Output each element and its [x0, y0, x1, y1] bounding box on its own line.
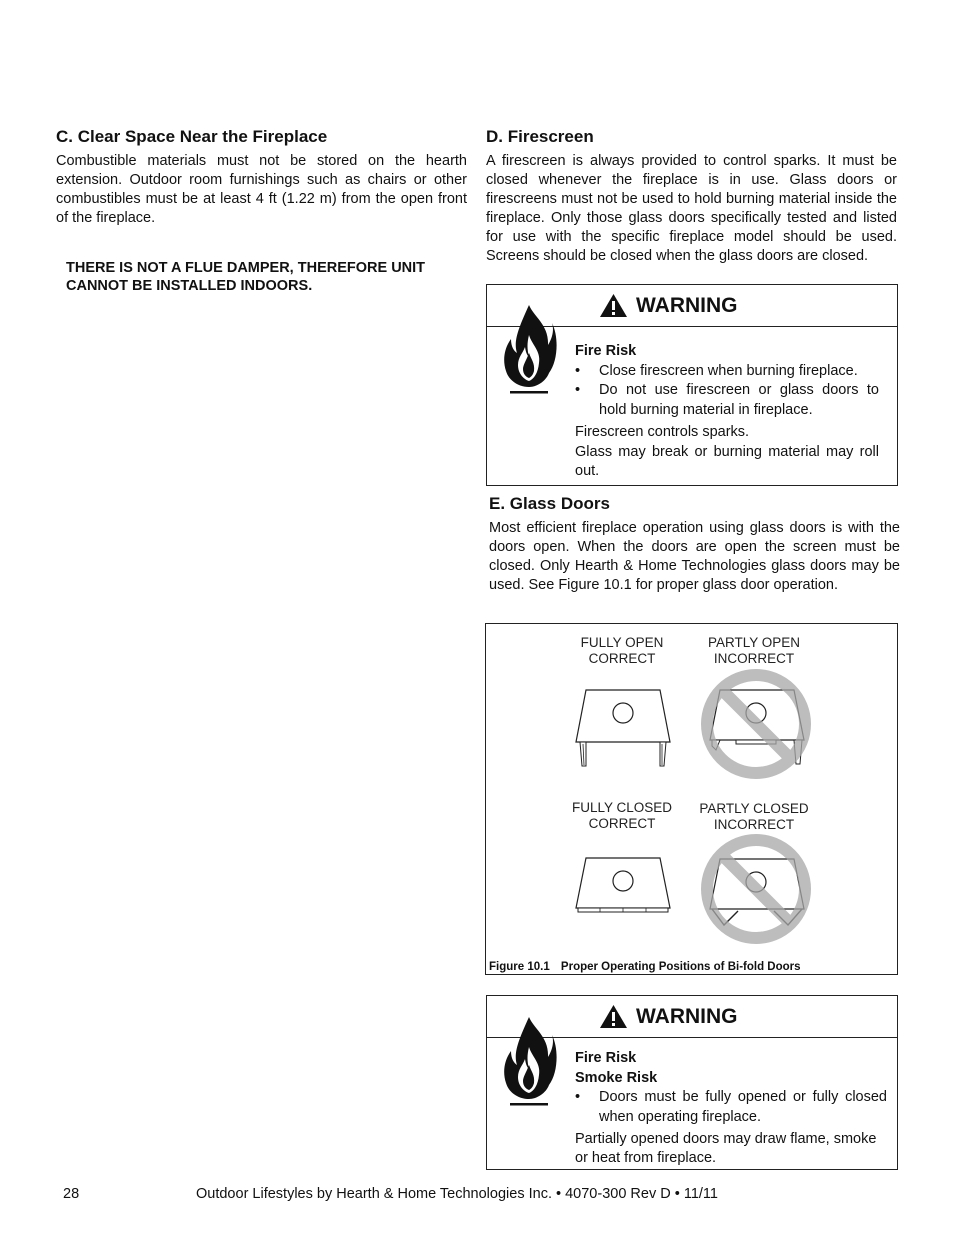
bullet-dot: • [575, 362, 581, 379]
warning-box-smoke-risk [486, 995, 898, 1170]
warning1-body [575, 342, 879, 482]
warning-title: WARNING [636, 293, 738, 317]
section-d-title: D. Firescreen [486, 127, 594, 146]
warning1-bullet [575, 381, 879, 420]
label-line: FULLY OPEN [580, 635, 664, 650]
warning1-heading: Fire Risk [575, 343, 637, 359]
flame-icon [501, 301, 557, 397]
page-number: 28 [63, 1186, 80, 1202]
warning2-heading1: Fire Risk [575, 1050, 637, 1066]
label-line: PARTLY OPEN [707, 635, 801, 650]
warning2-bullet [575, 1088, 887, 1127]
warning2-heading2: Smoke Risk [575, 1070, 658, 1086]
label-fully-open [562, 635, 682, 667]
warning1-bullet-text: Close firescreen when burning fireplace. [599, 362, 858, 379]
fireplace-partly-closed-diagram [698, 831, 814, 947]
label-line: INCORRECT [713, 817, 795, 832]
label-line: INCORRECT [713, 651, 795, 666]
warning2-bullet-text: Doors must be fully opened or fully closed when operating fireplace. [599, 1089, 887, 1125]
fireplace-partly-open-diagram [698, 666, 814, 782]
label-line: PARTLY CLOSED [699, 801, 809, 816]
warning1-bullet-text: Do not use firescreen or glass doors to hold burning material in fireplace. [599, 382, 879, 418]
fireplace-fully-closed-diagram [572, 854, 674, 918]
label-line: FULLY CLOSED [571, 800, 673, 815]
section-d-text: A firescreen is always provided to control sparks. It must be closed whenever the fireplace is in use. Glass doors or firescreens must not be used to hold burning material inside the fireplace. Only those glass doors specifically tested and listed for use with the specific fireplace model should be used. Screens should be closed when the glass doors are closed. [486, 153, 897, 264]
warning-title: WARNING [636, 1004, 738, 1028]
bullet-dot: • [575, 1089, 581, 1105]
section-c-title: C. Clear Space Near the Fireplace [56, 127, 328, 146]
warning-box-fire-risk [486, 284, 898, 486]
warning2-note: Partially opened doors may draw flame, smoke or heat from fireplace. [575, 1131, 877, 1166]
bullet-dot: • [575, 382, 581, 398]
figure-caption [489, 961, 801, 973]
footer-text: Outdoor Lifestyles by Hearth & Home Technologies Inc. • 4070-300 Rev D • 11/11 [196, 1186, 718, 1202]
figure-bifold-doors [485, 623, 898, 975]
warning2-body [575, 1048, 887, 1167]
label-line: CORRECT [588, 651, 656, 666]
warning1-note2: Glass may break or burning material may roll out. [575, 443, 879, 479]
warning-triangle-icon [599, 293, 628, 318]
label-partly-closed [689, 801, 819, 833]
label-fully-closed [562, 800, 682, 832]
warning1-bullet [575, 362, 879, 382]
label-line: CORRECT [588, 816, 656, 831]
figure-caption-text: Proper Operating Positions of Bi-fold Doors [560, 961, 801, 973]
figure-caption-number: Figure 10.1 [489, 961, 550, 973]
label-partly-open [694, 635, 814, 667]
section-c-text: Combustible materials must not be stored on the hearth extension. Outdoor room furnishings such as chairs or other combustibles must be at least 4 ft (1.22 m) from the open front of the fireplace. [56, 153, 467, 226]
section-e-title: E. Glass Doors [489, 494, 610, 513]
flame-icon [501, 1013, 557, 1109]
warning-triangle-icon [599, 1004, 628, 1029]
indoor-notice [66, 259, 466, 295]
indoor-notice-line1: THERE IS NOT A FLUE DAMPER, THEREFORE UNIT [66, 260, 426, 276]
section-e-text: Most efficient fireplace operation using glass doors is with the doors open. When the doors are open the screen must be closed. Only Hearth & Home Technologies glass doors may be used. See Figure 10.1 for proper glass door operation. [489, 520, 900, 593]
warning1-note1: Firescreen controls sparks. [575, 424, 750, 440]
fireplace-fully-open-diagram [572, 686, 674, 770]
indoor-notice-line2: CANNOT BE INSTALLED INDOORS. [66, 278, 313, 294]
